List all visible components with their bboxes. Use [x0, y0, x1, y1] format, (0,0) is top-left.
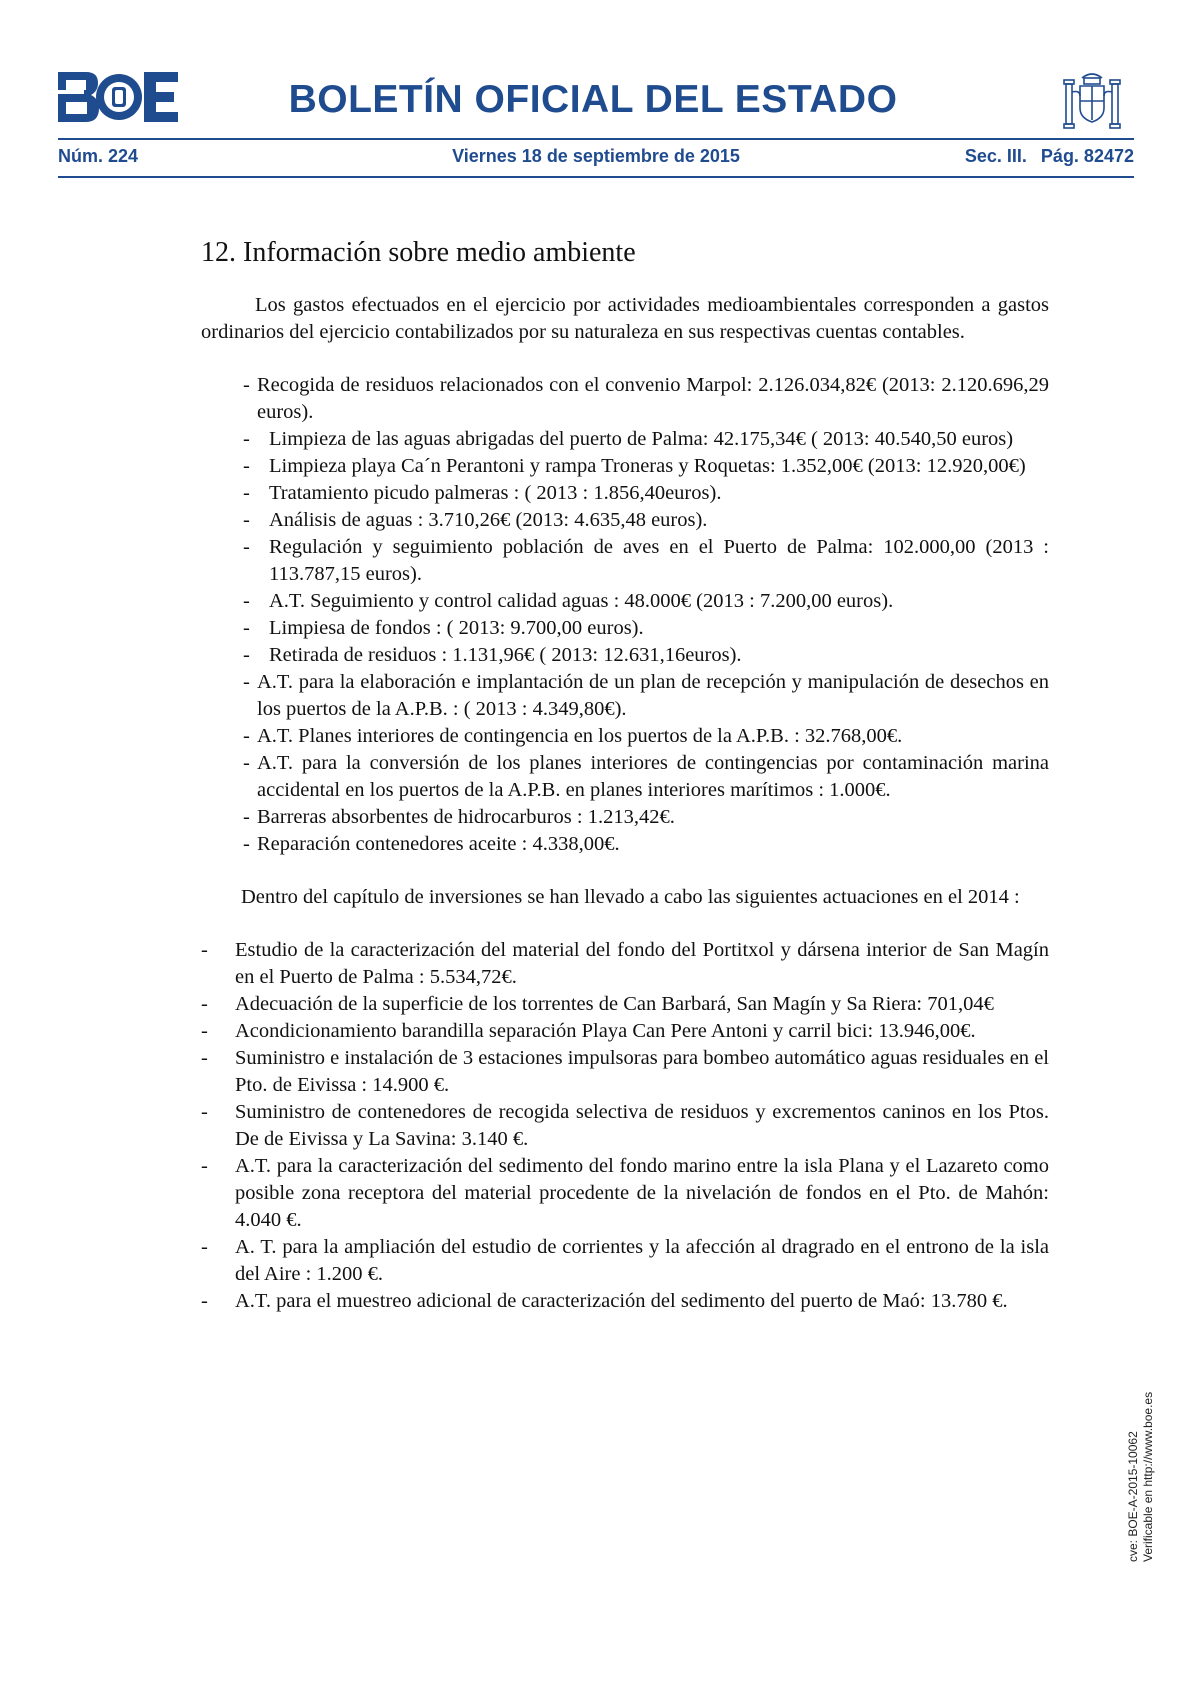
list-item: - Retirada de residuos : 1.131,96€ ( 2013: 12.631,16euros). [243, 644, 742, 666]
list-item: - Adecuación de la superficie de los torrentes de Can Barbará, San Magín y Sa Riera: 701,04€ [201, 993, 994, 1015]
list-item: - Reparación contenedores aceite : 4.338,00€. [243, 833, 620, 855]
list-item: - A.T. Planes interiores de contingencia en los puertos de la A.P.B. : 32.768,00€. [243, 725, 903, 747]
list-item: - Regulación y seguimiento población de aves en el Puerto de Palma: 102.000,00 (2013 : 113.787,15 euros). [243, 536, 1049, 585]
intro-paragraph: Los gastos efectuados en el ejercicio por actividades medioambientales corresponden a gastos ordinarios del ejercicio contabilizados por su naturaleza en sus respectivas cuentas contables. [201, 294, 1049, 343]
issue-number: Núm. 224 [58, 146, 139, 166]
section-heading: 12. Información sobre medio ambiente [201, 237, 636, 268]
list-item: - Suministro e instalación de 3 estaciones impulsoras para bombeo automático aguas residuales en el Pto. de Eivissa : 14.900 €. [201, 1047, 1049, 1096]
verification-note [1126, 1262, 1155, 1562]
document-body [201, 236, 1049, 1315]
cve-code: cve: BOE-A-2015-10062 [1126, 1431, 1140, 1562]
list-item: - Limpieza de las aguas abrigadas del puerto de Palma: 42.175,34€ ( 2013: 40.540,50 euros) [243, 428, 1014, 450]
list-item: - Análisis de aguas : 3.710,26€ (2013: 4.635,48 euros). [243, 509, 708, 531]
list-item: - Barreras absorbentes de hidrocarburos : 1.213,42€. [243, 806, 675, 828]
boe-logo [58, 72, 178, 122]
list-item: - Suministro de contenedores de recogida selectiva de residuos y excrementos caninos en los Ptos. De de Eivissa y La Savina: 3.140 €. [201, 1101, 1049, 1150]
investment-list [201, 937, 1049, 1315]
list-item: - Estudio de la caracterización del material del fondo del Portitxol y dársena interior de San Magín en el Puerto de Palma : 5.534,72€. [201, 939, 1049, 988]
section-label: Sec. III. [964, 146, 1027, 166]
list-item: - A.T. para la conversión de los planes interiores de contingencias por contaminación marina accidental en los puertos de la A.P.B. en planes interiores marítimos : 1.000€. [243, 752, 1049, 801]
page-number: Pág. 82472 [1040, 146, 1134, 166]
list-item: - Limpiesa de fondos : ( 2013: 9.700,00 euros). [243, 617, 644, 639]
expense-list [201, 372, 1049, 858]
list-item: - Acondicionamiento barandilla separación Playa Can Pere Antoni y carril bici: 13.946,00€. [201, 1020, 976, 1042]
issue-date: Viernes 18 de septiembre de 2015 [452, 146, 740, 166]
list-item: - A.T. para la elaboración e implantación de un plan de recepción y manipulación de desechos en los puertos de la A.P.B. : ( 2013 : 4.349,80€). [243, 671, 1049, 720]
page-header [58, 70, 1134, 180]
section-page-info [951, 146, 1134, 167]
list-item: - A.T. Seguimiento y control calidad aguas : 48.000€ (2013 : 7.200,00 euros). [243, 590, 894, 612]
verification-link: Verificable en http://www.boe.es [1141, 1391, 1155, 1562]
header-rule-top [58, 138, 1134, 140]
investments-intro: Dentro del capítulo de inversiones se han llevado a cabo las siguientes actuaciones en el 2014 : [241, 886, 1020, 908]
publication-title: BOLETÍN OFICIAL DEL ESTADO [288, 78, 898, 121]
list-item: - A.T. para el muestreo adicional de caracterización del sedimento del puerto de Maó: 13.780 €. [201, 1290, 1008, 1312]
list-item: - Limpieza playa Ca´n Perantoni y rampa Troneras y Roquetas: 1.352,00€ (2013: 12.920,00€) [243, 455, 1026, 477]
list-item: - A. T. para la ampliación del estudio de corrientes y la afección al dragrado en el entrono de la isla del Aire : 1.200 €. [201, 1236, 1049, 1285]
list-item: - A.T. para la caracterización del sedimento del fondo marino entre la isla Plana y el Lazareto como posible zona receptora del material procedente de la nivelación de fondos en el Pto. de Mahón: 4.040 €. [201, 1155, 1049, 1231]
list-item: - Tratamiento picudo palmeras : ( 2013 : 1.856,40euros). [243, 482, 722, 504]
list-item: - Recogida de residuos relacionados con el convenio Marpol: 2.126.034,82€ (2013: 2.120.696,29 euros). [243, 374, 1049, 423]
coat-of-arms-icon [1060, 70, 1124, 132]
header-rule-bottom [58, 176, 1134, 178]
